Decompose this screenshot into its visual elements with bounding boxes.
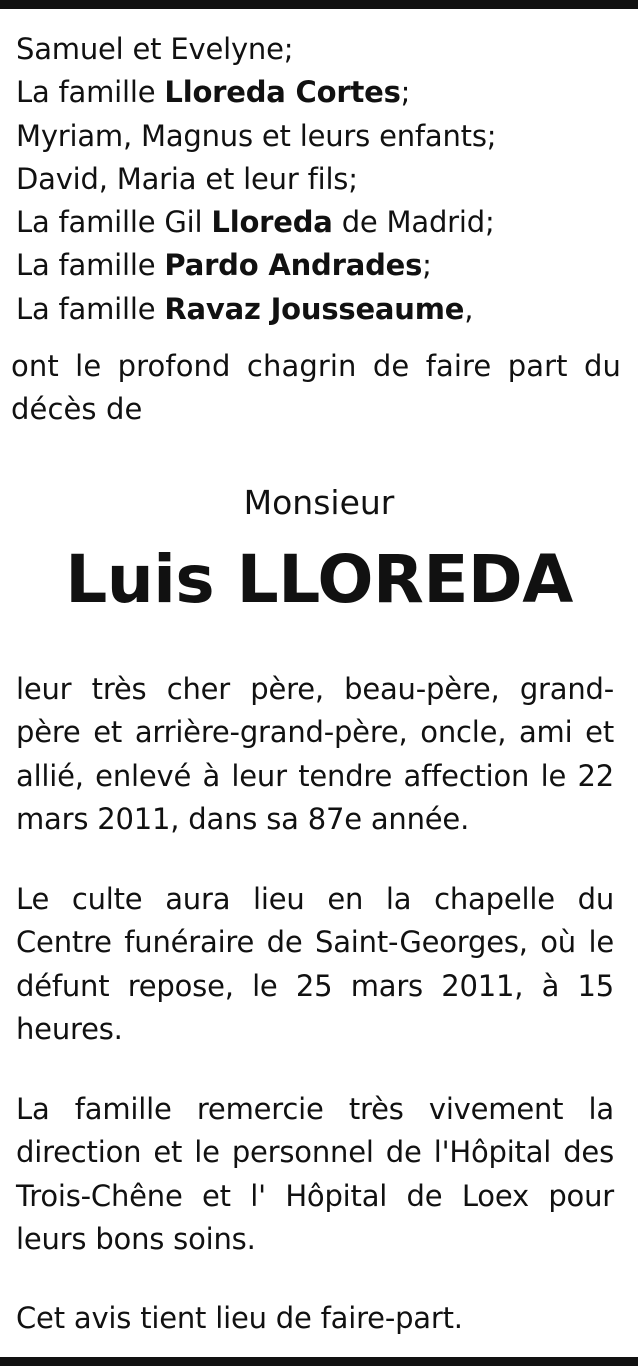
family-surname: Lloreda Cortes [164,75,401,110]
family-surname: Ravaz Jousseaume [164,291,465,326]
family-line-text: La famille [16,291,165,326]
family-line [16,288,616,331]
family-line-text: La famille Gil [16,205,212,240]
family-line-text: de Madrid; [332,205,495,240]
family-line [16,158,616,201]
bottom-border-rule [0,1357,638,1366]
family-line-punctuation: , [464,291,474,326]
family-line-text: La famille [16,248,165,283]
family-surname: Pardo Andrades [164,248,423,283]
family-line [16,115,616,158]
family-line [16,201,616,244]
closing-note: Cet avis tient lieu de faire-part. [16,1301,463,1335]
family-line [16,71,616,114]
family-line [16,28,616,71]
deceased-name: Luis LLOREDA [65,541,573,618]
announcement-intro: ont le profond chagrin de faire part du décès de [11,349,621,426]
family-surname: Lloreda [211,205,333,240]
honorific-title: Monsieur [243,483,395,522]
family-list [16,28,616,331]
family-line-punctuation: ; [400,75,411,110]
relation-paragraph: leur très cher père, beau-père, grand-père et arrière-grand-père, oncle, ami et allié, enlevé à leur tendre affection le 22 mars 2011, dans sa 87e année. [16,672,614,837]
family-line-text: Myriam, Magnus et leurs enfants; [16,118,497,153]
family-line [16,244,616,287]
family-line-text: La famille [16,75,165,110]
family-line-text: David, Maria et leur fils; [16,161,358,196]
ceremony-paragraph: Le culte aura lieu en la chapelle du Centre funéraire de Saint-Georges, où le défunt repose, le 25 mars 2011, à 15 heures. [16,882,614,1047]
family-line-punctuation: ; [422,248,432,283]
top-border-rule [0,0,638,9]
family-line-text: Samuel et Evelyne; [16,32,294,66]
thanks-paragraph: La famille remercie très vivement la direction et le personnel de l'Hôpital des Trois-Chêne et l' Hôpital de Loex pour leurs bons soins. [16,1092,614,1257]
